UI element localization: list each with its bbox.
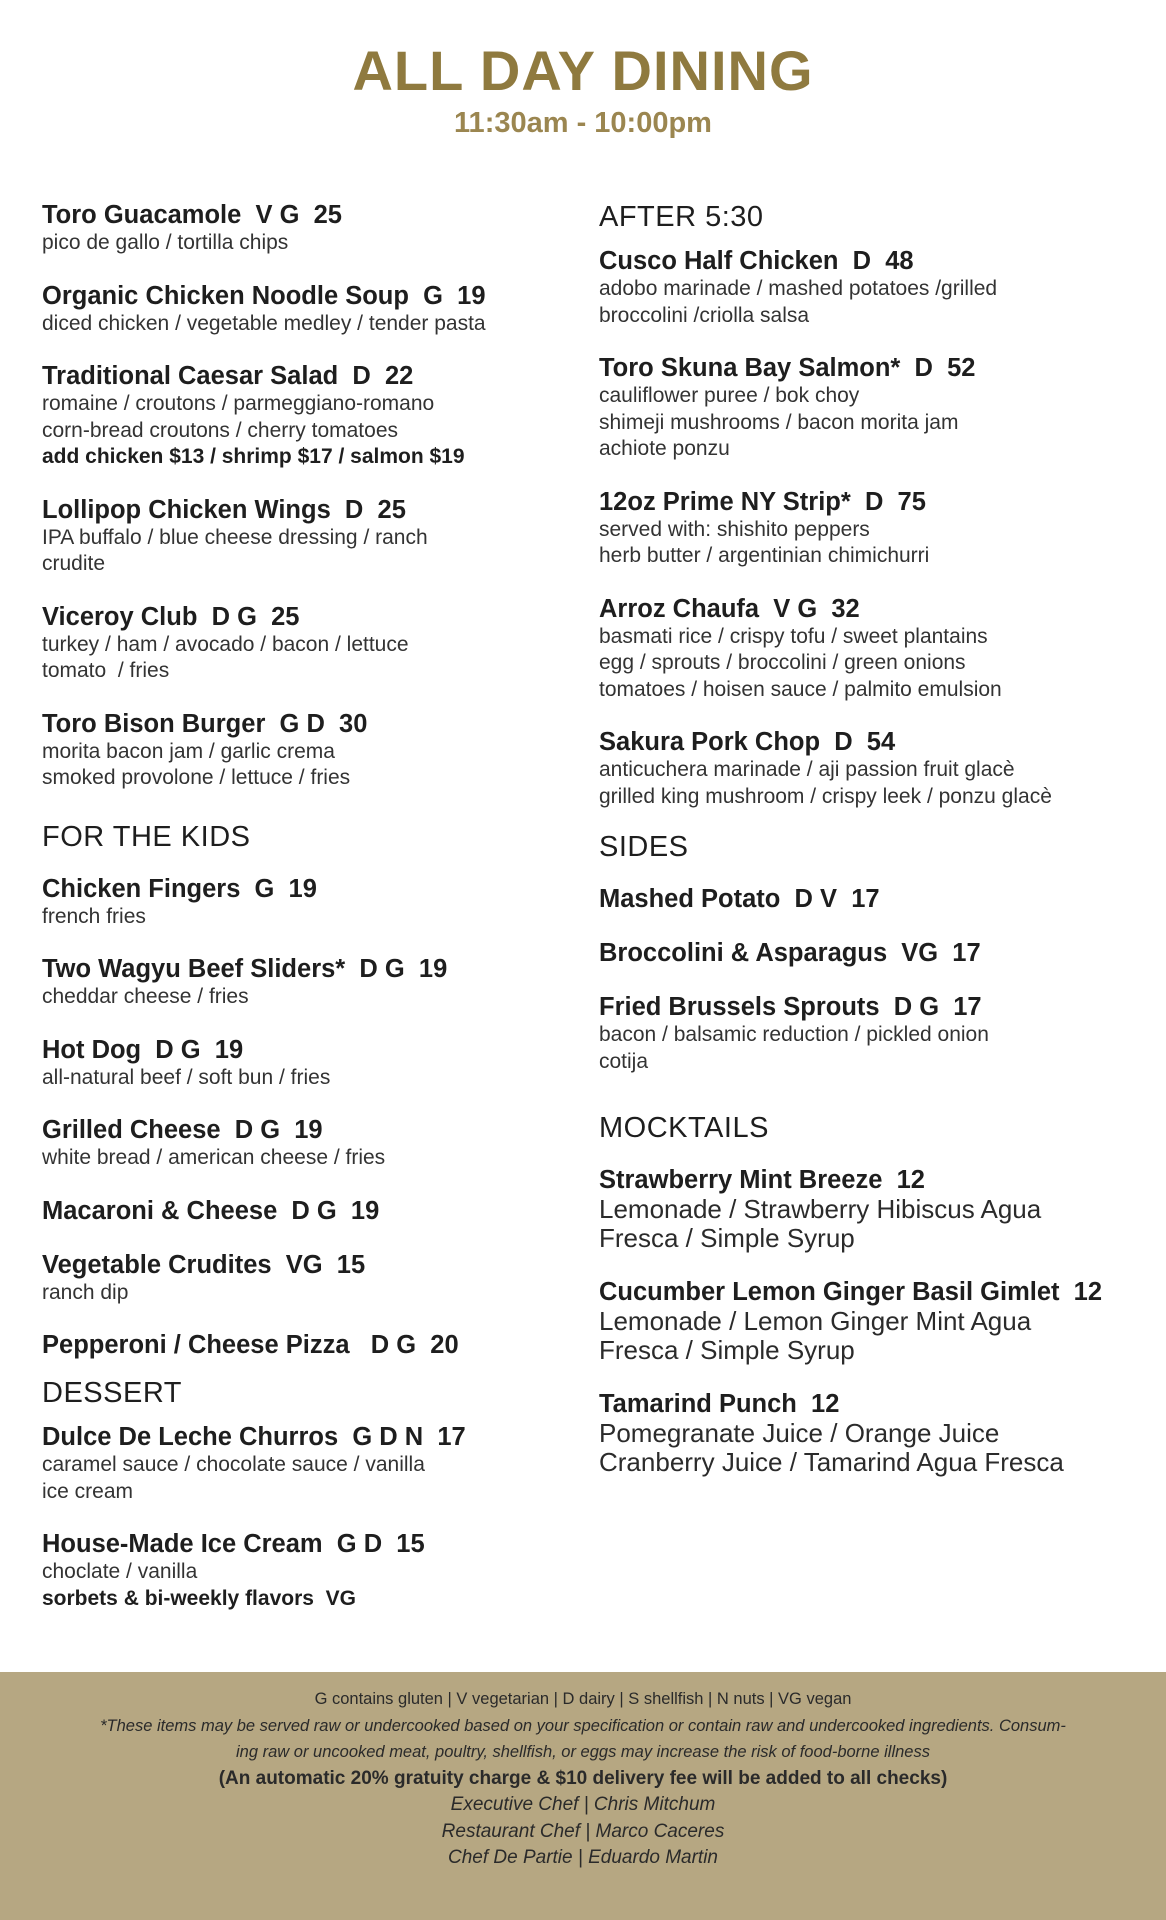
item-description: broccolini /criolla salsa xyxy=(599,303,810,327)
item-description: corn-bread croutons / cherry tomatoes xyxy=(42,418,398,442)
item-description: IPA buffalo / blue cheese dressing / ranch xyxy=(42,525,428,549)
item-description: served with: shishito peppers xyxy=(599,517,870,541)
item-description: diced chicken / vegetable medley / tender pasta xyxy=(42,311,486,335)
item-description: achiote ponzu xyxy=(599,437,730,460)
menu-item xyxy=(599,1165,1159,1253)
item-name: Viceroy Club D G 25 xyxy=(42,602,300,631)
menu-item xyxy=(599,246,1159,329)
item-name: Sakura Pork Chop D 54 xyxy=(599,728,896,756)
item-name: Pepperoni / Cheese Pizza D G 20 xyxy=(42,1331,459,1359)
menu-item xyxy=(42,1035,602,1092)
menu-item xyxy=(42,1196,602,1226)
restaurant-chef: Restaurant Chef | Marco Caceres xyxy=(441,1820,725,1842)
menu-item xyxy=(599,938,1159,968)
menu-item xyxy=(42,200,602,257)
main-items-section xyxy=(42,200,602,792)
item-description: Cranberry Juice / Tamarind Agua Fresca xyxy=(599,1447,1064,1477)
menu-item xyxy=(42,495,602,578)
item-description: white bread / american cheese / fries xyxy=(42,1146,386,1169)
item-name: Chicken Fingers G 19 xyxy=(42,874,317,903)
item-description: Fresca / Simple Syrup xyxy=(599,1335,855,1365)
left-column xyxy=(42,200,602,1612)
raw-food-warning-continued: ing raw or uncooked meat, poultry, shellfish, or eggs may increase the risk of food-borne illness xyxy=(236,1743,930,1761)
menu-item xyxy=(42,602,602,685)
chef-de-partie: Chef De Partie | Eduardo Martin xyxy=(447,1847,718,1868)
item-name: Macaroni & Cheese D G 19 xyxy=(42,1196,380,1225)
item-description: Lemonade / Strawberry Hibiscus Agua xyxy=(599,1194,1042,1224)
item-name: Toro Guacamole V G 25 xyxy=(42,201,342,229)
menu-item xyxy=(42,1250,602,1307)
item-name: Grilled Cheese D G 19 xyxy=(42,1116,323,1144)
section-title-kids: FOR THE KIDS xyxy=(42,820,251,853)
section-title-after-530: AFTER 5:30 xyxy=(599,201,764,233)
item-name: Dulce De Leche Churros G D N 17 xyxy=(42,1423,466,1451)
menu-item xyxy=(42,1330,602,1360)
item-description: romaine / croutons / parmeggiano-romano xyxy=(42,392,435,415)
item-name: Strawberry Mint Breeze 12 xyxy=(599,1166,925,1194)
item-description: morita bacon jam / garlic crema xyxy=(42,739,335,763)
item-description: cheddar cheese / fries xyxy=(42,985,249,1008)
item-description: all-natural beef / soft bun / fries xyxy=(42,1065,331,1089)
sides-section xyxy=(599,884,1159,1075)
menu-item xyxy=(42,1115,602,1172)
right-column xyxy=(599,200,1159,1477)
item-description: grilled king mushroom / crispy leek / ponzu glacè xyxy=(599,784,1052,808)
item-name: Cusco Half Chicken D 48 xyxy=(599,247,914,275)
menu-item xyxy=(42,361,602,471)
item-name: House-Made Ice Cream G D 15 xyxy=(42,1530,425,1558)
menu-item xyxy=(599,992,1159,1075)
menu-item xyxy=(599,353,1159,463)
item-description: adobo marinade / mashed potatoes /grilled xyxy=(599,277,998,300)
item-description: Fresca / Simple Syrup xyxy=(599,1223,855,1253)
item-description: choclate / vanilla xyxy=(42,1560,198,1583)
item-description: egg / sprouts / broccolini / green onions xyxy=(599,651,966,674)
item-description: bacon / balsamic reduction / pickled onion xyxy=(599,1023,989,1046)
item-name: Hot Dog D G 19 xyxy=(42,1035,244,1064)
menu-item xyxy=(599,727,1159,810)
allergen-legend: G contains gluten | V vegetarian | D dairy | S shellfish | N nuts | VG vegan xyxy=(314,1690,852,1708)
item-description: herb butter / argentinian chimichurri xyxy=(599,544,930,567)
item-description: caramel sauce / chocolate sauce / vanilla xyxy=(42,1453,425,1476)
item-name: Two Wagyu Beef Sliders* D G 19 xyxy=(42,955,448,983)
gratuity-notice: (An automatic 20% gratuity charge & $10 delivery fee will be added to all checks) xyxy=(218,1767,948,1789)
menu-footer xyxy=(0,1672,1166,1920)
menu-item xyxy=(42,1422,602,1505)
item-name: Vegetable Crudites VG 15 xyxy=(42,1250,366,1279)
item-description: tomatoes / hoisen sauce / palmito emulsion xyxy=(599,677,1002,701)
service-hours: 11:30am - 10:00pm xyxy=(454,107,712,139)
item-name: Arroz Chaufa V G 32 xyxy=(599,594,860,623)
item-name: Broccolini & Asparagus VG 17 xyxy=(599,939,981,967)
menu-item xyxy=(42,281,602,338)
item-name: Fried Brussels Sprouts D G 17 xyxy=(599,993,982,1021)
dessert-section xyxy=(42,1422,602,1612)
menu-item xyxy=(42,954,602,1011)
menu-item xyxy=(42,1529,602,1612)
item-name: Mashed Potato D V 17 xyxy=(599,885,880,913)
after-530-section xyxy=(599,246,1159,810)
executive-chef: Executive Chef | Chris Mitchum xyxy=(450,1794,716,1815)
menu-item xyxy=(599,884,1159,914)
item-name: Organic Chicken Noodle Soup G 19 xyxy=(42,281,486,310)
section-title-dessert: DESSERT xyxy=(42,1377,182,1409)
menu-header xyxy=(0,40,1166,140)
menu-item xyxy=(599,487,1159,570)
item-description: turkey / ham / avocado / bacon / lettuce xyxy=(42,632,409,656)
kids-section xyxy=(42,874,602,1361)
item-description: cauliflower puree / bok choy xyxy=(599,384,860,407)
item-name: Lollipop Chicken Wings D 25 xyxy=(42,495,406,524)
item-name: Tamarind Punch 12 xyxy=(599,1390,840,1418)
item-description: french fries xyxy=(42,904,146,928)
item-description: pico de gallo / tortilla chips xyxy=(42,231,289,254)
item-add-on: sorbets & bi-weekly flavors VG xyxy=(42,1586,356,1610)
menu-item xyxy=(42,709,602,792)
section-title-sides: SIDES xyxy=(599,831,689,863)
menu-item xyxy=(599,1389,1159,1477)
item-description: shimeji mushrooms / bacon morita jam xyxy=(599,410,959,434)
item-name: 12oz Prime NY Strip* D 75 xyxy=(599,487,926,516)
menu-title: ALL DAY DINING xyxy=(352,39,814,102)
item-description: Pomegranate Juice / Orange Juice xyxy=(599,1418,1000,1448)
menu-item xyxy=(599,1277,1159,1365)
item-add-on: add chicken $13 / shrimp $17 / salmon $19 xyxy=(42,445,465,468)
item-name: Traditional Caesar Salad D 22 xyxy=(42,362,414,390)
section-title-mocktails: MOCKTAILS xyxy=(599,1112,769,1144)
mocktails-section xyxy=(599,1165,1159,1477)
item-description: cotija xyxy=(599,1049,649,1073)
item-description: tomato / fries xyxy=(42,659,170,682)
item-description: crudite xyxy=(42,552,106,575)
item-description: Lemonade / Lemon Ginger Mint Agua xyxy=(599,1306,1032,1336)
item-description: smoked provolone / lettuce / fries xyxy=(42,766,351,789)
item-description: ice cream xyxy=(42,1479,134,1503)
item-name: Cucumber Lemon Ginger Basil Gimlet 12 xyxy=(599,1278,1103,1306)
item-description: anticuchera marinade / aji passion fruit glacè xyxy=(599,758,1015,781)
item-description: basmati rice / crispy tofu / sweet plantains xyxy=(599,624,988,648)
raw-food-warning: *These items may be served raw or undercooked based on your specification or contain raw and undercooked ingredients. Consum- xyxy=(100,1716,1066,1735)
menu-item xyxy=(42,874,602,931)
menu-item xyxy=(599,594,1159,704)
item-name: Toro Skuna Bay Salmon* D 52 xyxy=(599,354,976,382)
item-description: ranch dip xyxy=(42,1280,129,1304)
item-name: Toro Bison Burger G D 30 xyxy=(42,709,368,738)
